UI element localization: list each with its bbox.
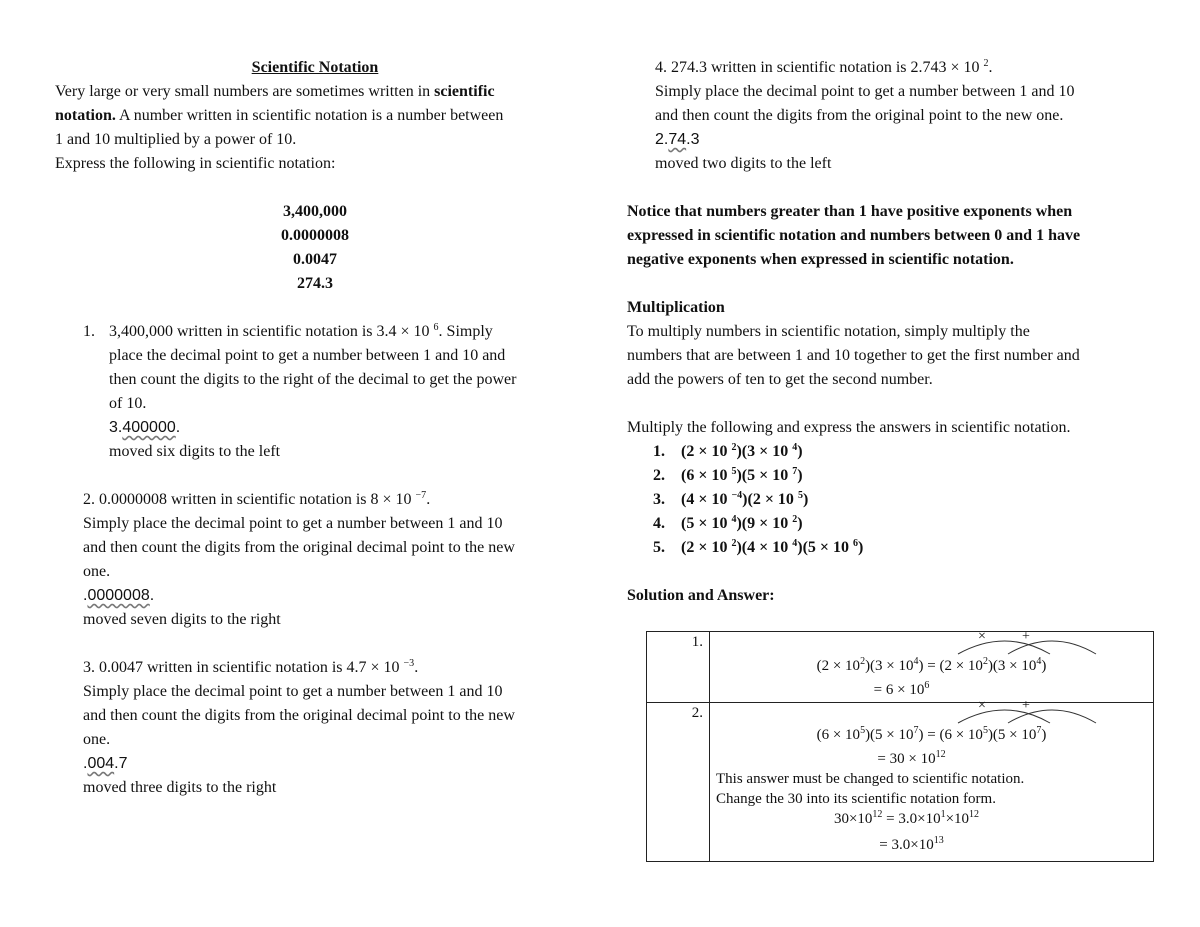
example-1-line-4: of 10. — [109, 395, 147, 412]
example-4-digits: 2.74.3 — [655, 131, 700, 148]
notice-line-3: negative exponents when expressed in scientific notation. — [627, 251, 1014, 268]
right-column — [627, 56, 1172, 608]
multiplication-instructions: Multiply the following and express the answers in scientific notation. — [627, 419, 1071, 436]
page-title: Scientific Notation — [251, 59, 379, 76]
arc-plus — [1000, 703, 1110, 725]
row-2-note-2: Change the 30 into its scientific notation form. — [716, 791, 996, 807]
example-2-line-3: and then count the digits from the original decimal point to the new — [83, 539, 515, 556]
example-3-line-4: one. — [83, 731, 111, 748]
example-1-line-2: place the decimal point to get a number between 1 and 10 and — [109, 347, 506, 364]
example-4-moved: moved two digits to the left — [655, 155, 832, 172]
row-1-equation: $(2 \times 10^2)(3 \times 10^4) = (2 \times 10^2)(3 \times 10^4)$ — [816, 656, 1047, 674]
times-mark: × — [978, 698, 986, 713]
notice-line-2: expressed in scientific notation and numbers between 0 and 1 have — [627, 227, 1081, 244]
solution-table — [646, 631, 1154, 862]
left-column — [55, 56, 575, 800]
problem-item: 1. (2 × 10 $^2$)(3 × 10 $^4$) — [653, 442, 803, 460]
example-3-moved: moved three digits to the right — [83, 779, 277, 796]
intro-line-2: notation. A number written in scientific notation is a number between — [55, 107, 504, 124]
notice-line-1: Notice that numbers greater than 1 have positive exponents when — [627, 203, 1073, 220]
example-1-line-1: 1. 3,400,000 written in scientific notation is 3.4 × 10 $^6$. Simply — [55, 320, 575, 344]
arc-plus — [1000, 634, 1110, 656]
problem-item: 5. (2 × 10 $^2$)(4 × 10 $^4$)(5 × 10 $^6$) — [653, 538, 864, 556]
example-4-line-2: Simply place the decimal point to get a number between 1 and 10 — [655, 83, 1075, 100]
problem-item: 2. (6 × 10 $^5$)(5 × 10 $^7$) — [653, 466, 803, 484]
example-2-line-2: Simply place the decimal point to get a number between 1 and 10 — [83, 515, 503, 532]
row-2-result: = $30 \times 10^{12}$ — [877, 749, 946, 767]
problem-item: 3. (4 × 10 $^{-4}$)(2 × 10 $^5$) — [653, 490, 809, 508]
list-item: 3,400,000 — [283, 203, 347, 220]
example-1-number: 1. — [83, 323, 95, 340]
multiplication-text-2: numbers that are between 1 and 10 together to get the first number and — [627, 347, 1080, 364]
example-1-digits: 3.400000. — [109, 419, 181, 436]
solution-heading: Solution and Answer: — [627, 587, 775, 604]
example-3-line-3: and then count the digits from the original decimal point to the new — [83, 707, 515, 724]
row-2-work — [710, 698, 1154, 862]
row-2-note-1: This answer must be changed to scientific notation. — [716, 771, 1025, 787]
plus-mark: + — [1022, 629, 1030, 644]
table-row — [647, 632, 1154, 703]
example-4-line-1: 4. 274.3 written in scientific notation is 2.743 × 10 $^2$. — [655, 58, 993, 76]
row-1-result: = $6 \times 10^6$ — [873, 680, 930, 698]
example-2-digits: .0000008. — [83, 587, 155, 604]
list-item: 274.3 — [297, 275, 333, 292]
multiplication-heading: Multiplication — [627, 299, 725, 316]
list-item: 0.0000008 — [281, 227, 349, 244]
row-2-equation: $(6 \times 10^5)(5 \times 10^7) = (6 \times 10^5)(5 \times 10^7)$ — [816, 725, 1047, 743]
row-2-conversion: $30\times 10^{12} = 3.0\times 10^1\times 10^{12}$ — [833, 809, 980, 827]
example-1-moved: moved six digits to the left — [109, 443, 281, 460]
example-2-moved: moved seven digits to the right — [83, 611, 281, 628]
times-mark: × — [978, 629, 986, 644]
row-1-work — [710, 629, 1154, 703]
intro-line-1: Very large or very small numbers are sometimes written in scientific — [55, 83, 495, 100]
plus-mark: + — [1022, 698, 1030, 713]
example-3-line-2: Simply place the decimal point to get a number between 1 and 10 — [83, 683, 503, 700]
example-2-line-1: 2. 0.0000008 written in scientific notation is 8 × 10 $^{-7}$. — [83, 490, 431, 508]
intro-line-4: Express the following in scientific notation: — [55, 155, 336, 172]
example-3-digits: .004.7 — [83, 755, 128, 772]
example-1-line-3: then count the digits to the right of the decimal to get the power — [109, 371, 517, 388]
table-row — [647, 703, 1154, 862]
intro-line-3: 1 and 10 multiplied by a power of 10. — [55, 131, 297, 148]
example-4-line-3: and then count the digits from the original point to the new one. — [655, 107, 1064, 124]
example-2-line-4: one. — [83, 563, 111, 580]
row-number: 2. — [647, 703, 710, 862]
multiplication-text-3: add the powers of ten to get the second number. — [627, 371, 933, 388]
problem-item: 4. (5 × 10 $^4$)(9 × 10 $^2$) — [653, 514, 803, 532]
list-item: 0.0047 — [293, 251, 337, 268]
example-3-line-1: 3. 0.0047 written in scientific notation is 4.7 × 10 $^{-3}$. — [83, 658, 419, 676]
row-2-final: = $3.0\times 10^{13}$ — [879, 835, 944, 853]
multiplication-text-1: To multiply numbers in scientific notation, simply multiply the — [627, 323, 1030, 340]
row-number: 1. — [647, 632, 710, 703]
